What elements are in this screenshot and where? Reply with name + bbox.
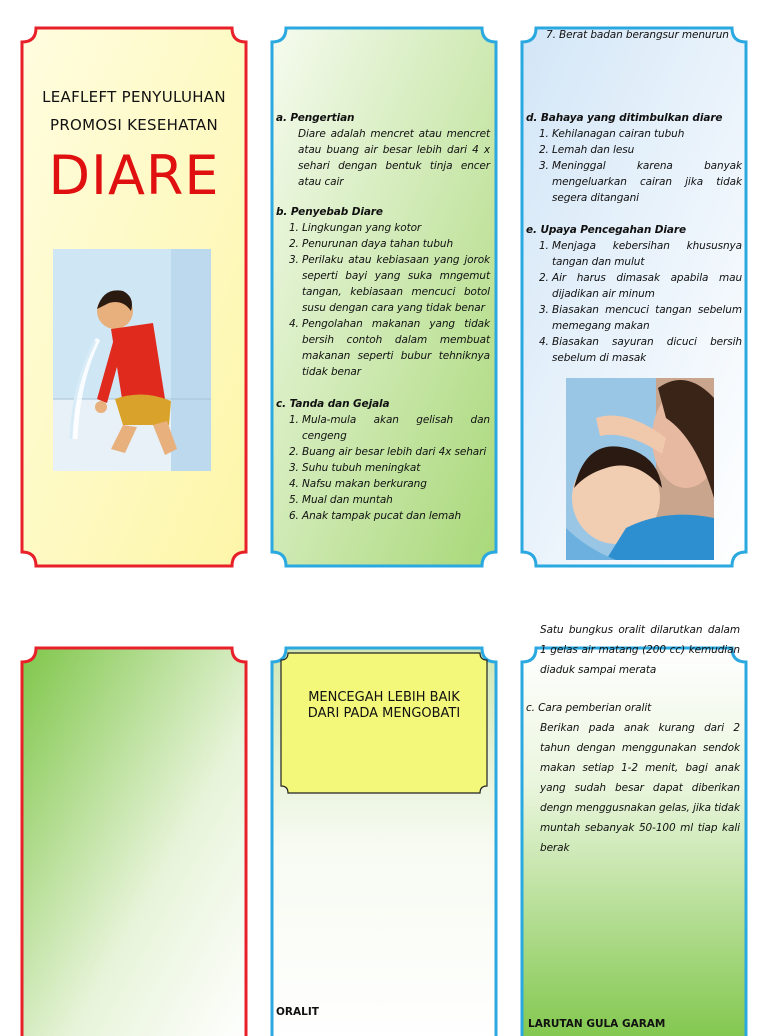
slogan-box (280, 652, 488, 794)
section-d-list (526, 126, 742, 206)
list-item: 2. Air harus dimasak apabila mau dijadikan air minum (552, 270, 742, 302)
list-item: 4. Biasakan sayuran dicuci bersih sebelum di masak (552, 334, 742, 366)
list-item: 3. Suhu tubuh meningkat (302, 460, 490, 476)
section-d-heading: d. Bahaya yang ditimbulkan diare (526, 112, 723, 124)
section-b-heading: b. Penyebab Diare (276, 206, 383, 218)
info-panel-2 (520, 26, 748, 568)
list-item: 3. Meninggal karena banyak mengeluarkan cairan jika tidak segera ditangani (552, 158, 742, 206)
list-item: 3. Perilaku atau kebiasaan yang jorok seperti bayi yang suka mngemut tangan, kebiasaan mencuci botol susu dengan cara yang tidak benar (302, 252, 490, 316)
slogan-panel (270, 646, 498, 1036)
leaflet-title: DIARE (48, 144, 220, 207)
back-panel (20, 646, 248, 1036)
leaflet-subtitle-1: LEAFLEFT PENYULUHAN (42, 88, 226, 106)
list-item: 2. Lemah dan lesu (552, 142, 742, 158)
oralit-panel (520, 624, 748, 1036)
back-panel-frame (20, 646, 248, 1036)
list-item: 4. Nafsu makan berkurang (302, 476, 490, 492)
list-item: 2. Buang air besar lebih dari 4x sehari (302, 444, 490, 460)
list-item-7: 7. Berat badan berangsur menurun (546, 29, 729, 41)
leaflet-subtitle-2: PROMOSI KESEHATAN (49, 116, 218, 134)
child-illustration (53, 249, 211, 471)
section-e-list (526, 238, 742, 366)
section-b-list (276, 220, 490, 380)
section-a-heading: a. Pengertian (276, 112, 355, 124)
list-item: 6. Anak tampak pucat dan lemah (302, 508, 490, 524)
oralit-instructions: Berikan pada anak kurang dari 2 tahun dengan menggunakan sendok makan setiap 1-2 menit, bagi anak yang sudah besar dapat diberikan dengn menggusnakan gelas, jika tidak muntah sebanyak 50-100 ml tiap kali berak (540, 722, 740, 854)
list-item: 1. Menjaga kebersihan khususnya tangan dan mulut (552, 238, 742, 270)
section-c-heading: c. Tanda dan Gejala (276, 398, 390, 410)
list-item: 3. Biasakan mencuci tangan sebelum memegang makan (552, 302, 742, 334)
slogan-text: MENCEGAH LEBIH BAIK DARI PADA MENGOBATI (307, 690, 461, 721)
list-item: 4. Pengolahan makanan yang tidak bersih contoh dalam membuat makanan seperti bubur tehniknya tidak benar (302, 316, 490, 380)
list-item: 1. Kehilanagan cairan tubuh (552, 126, 742, 142)
list-item: 2. Penurunan daya tahan tubuh (302, 236, 490, 252)
section-c-list (276, 412, 490, 524)
lgg-label: LARUTAN GULA GARAM (528, 1018, 666, 1030)
mother-child-photo (566, 378, 714, 560)
oralit-intro: Satu bungkus oralit dilarutkan dalam 1 gelas air matang (200 cc) kemudian diaduk sampai merata (540, 624, 740, 676)
info-panel-1 (270, 26, 498, 568)
list-item: 1. Mula-mula akan gelisah dan cengeng (302, 412, 490, 444)
section-c-heading-oralit: c. Cara pemberian oralit (526, 702, 652, 714)
cover-panel (20, 26, 248, 568)
list-item: 5. Mual dan muntah (302, 492, 490, 508)
oralit-label: ORALIT (276, 1006, 319, 1018)
section-e-heading: e. Upaya Pencegahan Diare (526, 224, 687, 236)
list-item: 1. Lingkungan yang kotor (302, 220, 490, 236)
section-a-text: Diare adalah mencret atau mencret atau buang air besar lebih dari 4 x sehari dengan bentuk tinja encer atau cair (298, 128, 490, 188)
